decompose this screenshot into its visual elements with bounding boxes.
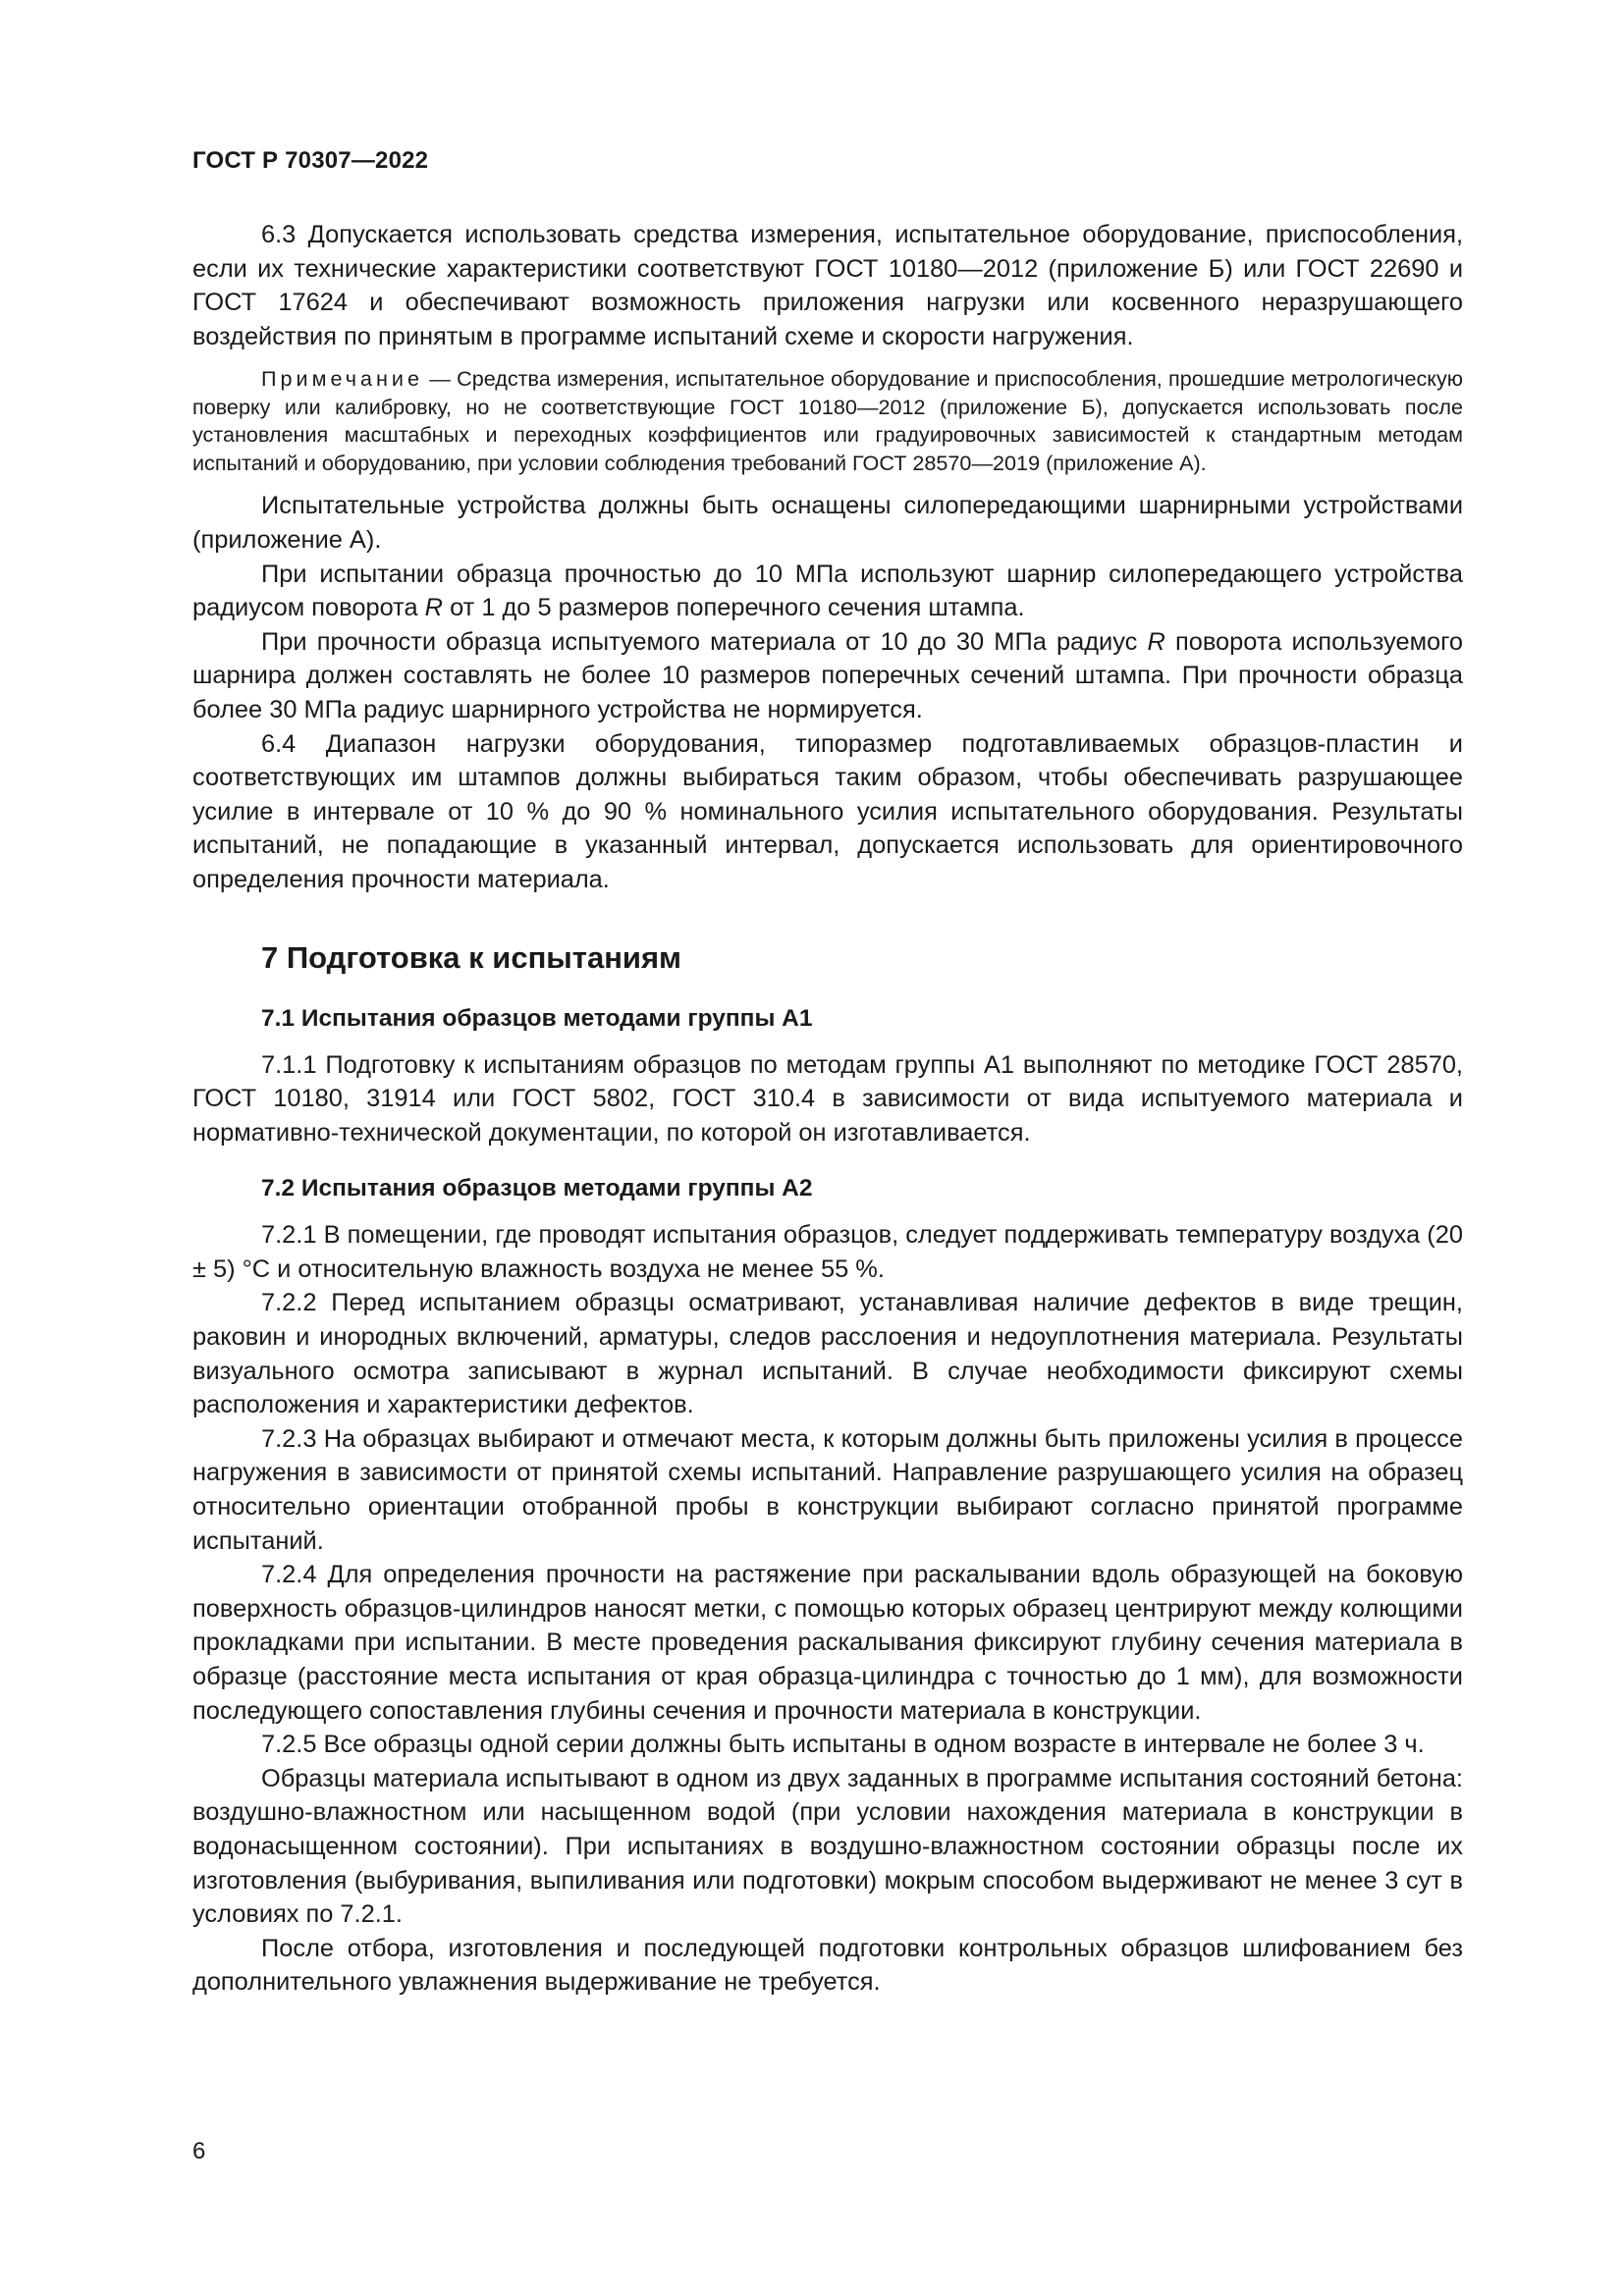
paragraph-grinding: После отбора, изготовления и последующей подготовки контрольных образцов шлифованием без дополнительного увлажнения выдерживание не требуется. <box>192 1934 1463 1997</box>
document-body <box>192 218 1463 2000</box>
document-header: ГОСТ Р 70307—2022 <box>192 147 429 174</box>
paragraph-10-30mpa <box>192 625 1463 727</box>
paragraph-7-1-1: 7.1.1 Подготовку к испытаниям образцов по методам группы А1 выполняют по методике ГОСТ 28570, ГОСТ 10180, 31914 или ГОСТ 5802, ГОСТ 310.4 в зависимости от вида испытуемого материала и нормативно-технической документации, по которой он изготавливается. <box>192 1050 1463 1147</box>
paragraph-7-2-4: 7.2.4 Для определения прочности на растяжение при раскалывании вдоль образующей на боковую поверхность образцов-цилиндров наносят метки, с помощью которых образец центрируют между колющими прокладками при испытании. В месте проведения раскалывания фиксируют глубину сечения материала в образце (расстояние места испытания от края образца-цилиндра с точностью до 1 мм), для возможности последующего сопоставления глубины сечения и прочности материала в конструкции. <box>192 1561 1463 1725</box>
note-paragraph <box>192 365 1463 477</box>
variable-r: R <box>424 594 444 622</box>
variable-r: R <box>1147 627 1165 656</box>
text-span: поворота используемого шарнира должен составлять не более 10 размеров поперечных сечений штампа. При прочности образца более 30 МПа радиус шарнирного устройства не нормируется. <box>192 627 1463 723</box>
text-span: При испытании образца прочностью до 10 МПа используют шарнир силопередающего устройства радиусом поворота <box>192 560 1463 622</box>
text-span: от 1 до 5 размеров поперечного сечения штампа. <box>443 594 1025 622</box>
note-text: — Средства измерения, испытательное оборудование и приспособления, прошедшие метрологическую поверку или калибровку, но не соответствующие ГОСТ 10180—2012 (приложение Б), допускается использовать после установления масштабных и переходных коэффициентов или градуировочных зависимостей к стандартным методам испытаний и оборудованию, при условии соблюдения требований ГОСТ 28570—2019 (приложение А). <box>192 366 1463 475</box>
paragraph-devices: Испытательные устройства должны быть оснащены силопередающими шарнирными устройствами (приложение А). <box>192 492 1463 554</box>
paragraph-7-2-3: 7.2.3 На образцах выбирают и отмечают места, к которым должны быть приложены усилия в процессе нагружения в зависимости от принятой схемы испытаний. Направление разрушающего усилия на образец относительно ориентации отобранной пробы в конструкции выбирают согласно принятой программе испытаний. <box>192 1424 1463 1555</box>
subsection-heading-7-2: 7.2 Испытания образцов методами группы А2 <box>261 1175 813 1202</box>
paragraph-10mpa <box>192 558 1463 625</box>
note-label: Примечание <box>261 366 423 392</box>
paragraph-7-2-5: 7.2.5 Все образцы одной серии должны быть испытаны в одном возрасте в интервале не более 3 ч. <box>261 1731 1425 1759</box>
subsection-heading-7-1: 7.1 Испытания образцов методами группы А1 <box>261 1004 813 1032</box>
paragraph-states: Образцы материала испытывают в одном из двух заданных в программе испытания состояний бетона: воздушно-влажностном или насыщенном водой (при условии нахождения материала в конструкции в водонасыщенном состоянии). При испытаниях в воздушно-влажностном состоянии образцы после их изготовления (выбуривания, выпиливания или подготовки) мокрым способом выдерживают не менее 3 сут в условиях по 7.2.1. <box>192 1764 1463 1929</box>
section-heading-7: 7 Подготовка к испытаниям <box>261 939 681 975</box>
paragraph-6-3: 6.3 Допускается использовать средства измерения, испытательное оборудование, приспособления, если их технические характеристики соответствуют ГОСТ 10180—2012 (приложение Б) или ГОСТ 22690 и ГОСТ 17624 и обеспечивают возможность приложения нагрузки или косвенного неразрушающего воздействия по принятым в программе испытаний схеме и скорости нагружения. <box>192 221 1463 350</box>
paragraph-7-2-2: 7.2.2 Перед испытанием образцы осматривают, устанавливая наличие дефектов в виде трещин, раковин и инородных включений, арматуры, следов расслоения и недоуплотнения материала. Результаты визуального осмотра записывают в журнал испытаний. В случае необходимости фиксируют схемы расположения и характеристики дефектов. <box>192 1289 1463 1419</box>
paragraph-6-4: 6.4 Диапазон нагрузки оборудования, типоразмер подготавливаемых образцов-пластин и соответствующих им штампов должны выбираться таким образом, чтобы обеспечивать разрушающее усилие в интервале от 10 % до 90 % номинального усилия испытательного оборудования. Результаты испытаний, не попадающие в указанный интервал, допускается использовать для ориентировочного определения прочности материала. <box>192 729 1463 893</box>
text-span: При прочности образца испытуемого материала от 10 до 30 МПа радиус <box>261 627 1148 656</box>
page-number: 6 <box>192 2138 206 2164</box>
paragraph-7-2-1: 7.2.1 В помещении, где проводят испытания образцов, следует поддерживать температуру воздуха (20 ± 5) °С и относительную влажность воздуха не менее 55 %. <box>192 1221 1463 1283</box>
